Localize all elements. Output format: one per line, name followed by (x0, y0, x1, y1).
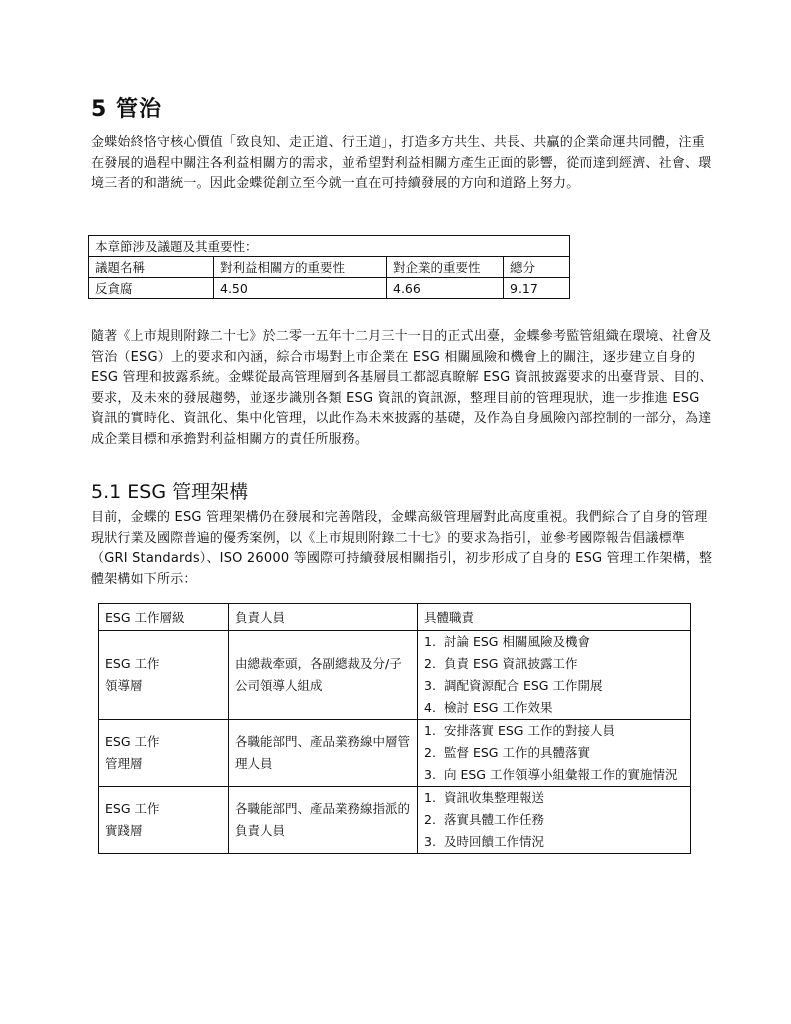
item-number: 2. (424, 745, 436, 760)
table-row (99, 787, 691, 854)
header-duties: 具體職責 (418, 604, 691, 631)
level-cell (99, 787, 229, 854)
item-number: 3. (424, 834, 436, 849)
list-item (424, 720, 684, 742)
header-issue: 議題名稱 (89, 257, 214, 278)
list-item (424, 809, 684, 831)
item-number: 4. (424, 700, 436, 715)
cell-enterprise-importance: 4.66 (387, 278, 504, 299)
item-number: 1. (424, 723, 436, 738)
level-line: ESG 工作 (105, 801, 160, 816)
list-item (424, 742, 684, 764)
intro-paragraph: 金蝶始終恪守核心價值「致良知、走正道、行王道」，打造多方共生、共長、共贏的企業命運共同體，注重在發展的過程中關注各利益相關方的需求，並希望對利益相關方產生正面的影響，從而達到經濟、社會、環境三者的和諧統一。因此金蝶從創立至今就一直在可持續發展的方向和道路上努力。 (91, 135, 712, 192)
item-text: 向 ESG 工作領導小組彙報工作的實施情況 (444, 767, 678, 782)
duties-cell (418, 720, 691, 787)
item-text: 及時回饋工作情況 (444, 834, 545, 849)
item-text: 調配資源配合 ESG 工作開展 (444, 678, 603, 693)
level-line: ESG 工作 (105, 734, 160, 749)
duties-list (424, 787, 684, 853)
table-caption-row (89, 236, 570, 257)
item-text: 討論 ESG 相關風險及機會 (444, 634, 590, 649)
cell-stakeholder-importance: 4.50 (214, 278, 387, 299)
duties-list (424, 631, 684, 719)
item-text: 落實具體工作任務 (444, 812, 545, 827)
list-item (424, 631, 684, 653)
list-item (424, 697, 684, 719)
people-cell: 各職能部門、產品業務線中層管理人員 (229, 720, 418, 787)
item-text: 資訊收集整理報送 (444, 790, 545, 805)
item-text: 負責 ESG 資訊披露工作 (444, 656, 578, 671)
item-number: 1. (424, 790, 436, 805)
cell-total: 9.17 (504, 278, 570, 299)
materiality-caption: 本章節涉及議題及其重要性： (89, 236, 570, 257)
level-line: 領導層 (105, 678, 143, 693)
duties-list (424, 720, 684, 786)
table-row (99, 631, 691, 720)
table-row (89, 278, 570, 299)
item-text: 監督 ESG 工作的具體落實 (444, 745, 590, 760)
people-cell: 由總裁牽頭，各副總裁及分/子公司領導人組成 (229, 631, 418, 720)
section-paragraph: 目前，金蝶的 ESG 管理架構仍在發展和完善階段，金蝶高級管理層對此高度重視。我們綜合了自身的管理現狀行業及國際普遍的優秀案例，以《上市規則附錄二十七》的要求為指引，並參考國際報告倡議標準（GRI Standards）、ISO 26000 等國際可持續發展相關指引，初步形成了自身的 ESG 管理工作架構，整體架構如下所示： (91, 510, 713, 587)
cell-issue: 反貪腐 (89, 278, 214, 299)
duties-cell (418, 787, 691, 854)
table-header-row (99, 604, 691, 631)
duties-cell (418, 631, 691, 720)
level-cell (99, 720, 229, 787)
header-people: 負責人員 (229, 604, 418, 631)
header-stakeholder-importance: 對利益相關方的重要性 (214, 257, 387, 278)
section-title: 5.1 ESG 管理架構 (91, 481, 249, 503)
level-line: 實踐層 (105, 823, 143, 838)
table-header-row (89, 257, 570, 278)
table-row (99, 720, 691, 787)
esg-structure-table (98, 603, 691, 854)
list-item (424, 675, 684, 697)
list-item (424, 831, 684, 853)
materiality-table (88, 235, 570, 299)
list-item (424, 764, 684, 786)
people-cell: 各職能部門、產品業務線指派的負責人員 (229, 787, 418, 854)
item-number: 2. (424, 812, 436, 827)
header-enterprise-importance: 對企業的重要性 (387, 257, 504, 278)
listing-rules-paragraph: 隨著《上市規則附錄二十七》於二零一五年十二月三十一日的正式出臺，金蝶參考監管組織在環境、社會及管治（ESG）上的要求和內涵，綜合市場對上市企業在 ESG 相關風險和機會上的關注，逐步建立自身的 ESG 管理和披露系統。金蝶從最高管理層到各基層員工都認真瞭解 ESG 資訊披露要求的出臺背景、目的、要求，及未來的發展趨勢，並逐步識別各類 ESG 資訊的資訊源，整理目前的管理現狀，進一步推進 ESG 資訊的實時化、資訊化、集中化管理，以此作為未來披露的基礎，及作為自身風險內部控制的一部分，為達成企業目標和承擔對利益相關方的責任所服務。 (91, 329, 713, 447)
chapter-title: 5 管治 (91, 97, 162, 122)
list-item (424, 653, 684, 675)
header-total: 總分 (504, 257, 570, 278)
list-item (424, 787, 684, 809)
item-text: 安排落實 ESG 工作的對接人員 (444, 723, 615, 738)
item-number: 1. (424, 634, 436, 649)
item-number: 2. (424, 656, 436, 671)
item-number: 3. (424, 767, 436, 782)
item-text: 檢討 ESG 工作效果 (444, 700, 553, 715)
header-level: ESG 工作層級 (99, 604, 229, 631)
level-line: ESG 工作 (105, 656, 160, 671)
level-line: 管理層 (105, 756, 143, 771)
item-number: 3. (424, 678, 436, 693)
level-cell (99, 631, 229, 720)
